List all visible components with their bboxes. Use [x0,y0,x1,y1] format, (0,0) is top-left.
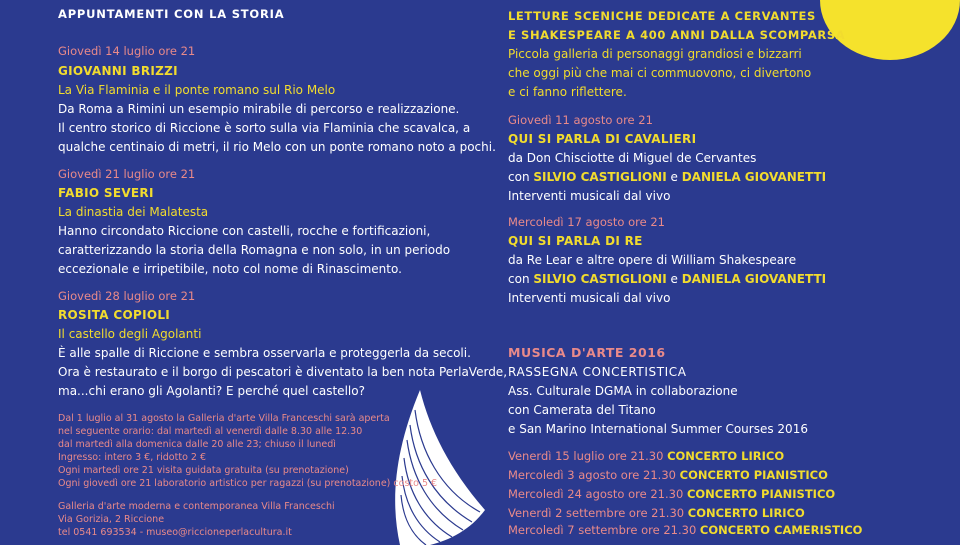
reading-title: QUI SI PARLA DI RE [508,234,643,248]
event-speaker: FABIO SEVERI [58,186,154,200]
series-title: APPUNTAMENTI CON LA STORIA [58,7,285,21]
readings-title-line: LETTURE SCENICHE DEDICATE A CERVANTES [508,9,816,23]
concert-row: Mercoledì 3 agosto ore 21.30 CONCERTO PIANISTICO [508,468,828,482]
event-date: Giovedì 21 luglio ore 21 [58,167,196,181]
info-line: Ingresso: intero 3 €, ridotto 2 € [58,452,207,463]
music-line: Ass. Culturale DGMA in collaborazione [508,384,738,398]
reading-note: Interventi musicali dal vivo [508,189,671,203]
intro-line: e ci fanno riflettere. [508,85,627,99]
reading-source: da Don Chisciotte di Miguel de Cervantes [508,151,757,165]
readings-title-line: E SHAKESPEARE A 400 ANNI DALLA SCOMPARSA [508,28,846,42]
event-text: Il centro storico di Riccione è sorto sulla via Flaminia che scavalca, a [58,121,471,135]
feather-illustration [360,380,490,545]
reading-title: QUI SI PARLA DI CAVALIERI [508,132,697,146]
music-line: e San Marino International Summer Courses 2016 [508,422,808,436]
info-line: nel seguente orario: dal martedì al venerdì dalle 8.30 alle 12.30 [58,426,363,437]
reading-performers: con SILVIO CASTIGLIONI e DANIELA GIOVANETTI [508,170,827,184]
concert-row: Venerdì 15 luglio ore 21.30 CONCERTO LIRICO [508,449,785,463]
music-subtitle: RASSEGNA CONCERTISTICA [508,365,687,379]
address-line: Galleria d'arte moderna e contemporanea Villa Franceschi [58,501,335,512]
event-date: Giovedì 28 luglio ore 21 [58,289,196,303]
event-text: Ora è restaurato e il borgo di pescatori è diventato la ben nota PerlaVerde, [58,365,508,379]
reading-note: Interventi musicali dal vivo [508,291,671,305]
address-line: tel 0541 693534 - museo@riccioneperlacultura.it [58,527,292,538]
reading-performers: con SILVIO CASTIGLIONI e DANIELA GIOVANETTI [508,272,827,286]
event-subtitle: Il castello degli Agolanti [58,327,202,341]
music-title: MUSICA D'ARTE 2016 [508,345,666,360]
intro-line: Piccola galleria di personaggi grandiosi e bizzarri [508,47,802,61]
event-text: Da Roma a Rimini un esempio mirabile di percorso e realizzazione. [58,102,460,116]
info-line: Dal 1 luglio al 31 agosto la Galleria d'arte Villa Franceschi sarà aperta [58,413,390,424]
event-subtitle: La Via Flaminia e il ponte romano sul Rio Melo [58,83,336,97]
event-text: ma...chi erano gli Agolanti? E perché quel castello? [58,384,365,398]
event-text: caratterizzando la storia della Romagna e non solo, in un periodo [58,243,451,257]
event-text: È alle spalle di Riccione e sembra osservarla e proteggerla da secoli. [58,346,471,360]
concert-row: Venerdì 2 settembre ore 21.30 CONCERTO LIRICO [508,506,805,520]
concert-row: Mercoledì 7 settembre ore 21.30 CONCERTO CAMERISTICO [508,523,863,537]
event-date: Giovedì 14 luglio ore 21 [58,44,196,58]
music-line: con Camerata del Titano [508,403,656,417]
reading-date: Giovedì 11 agosto ore 21 [508,113,653,127]
concert-row: Mercoledì 24 agosto ore 21.30 CONCERTO PIANISTICO [508,487,836,501]
event-subtitle: La dinastia dei Malatesta [58,205,209,219]
event-text: qualche centinaio di metri, il rio Melo con un ponte romano noto a pochi. [58,140,496,154]
info-line: dal martedì alla domenica dalle 20 alle 23; chiuso il lunedì [58,439,336,450]
info-line: Ogni giovedì ore 21 laboratorio artistico per ragazzi (su prenotazione) costo 5 € [58,478,438,489]
address-line: Via Gorizia, 2 Riccione [58,514,165,525]
intro-line: che oggi più che mai ci commuovono, ci divertono [508,66,812,80]
reading-date: Mercoledì 17 agosto ore 21 [508,215,665,229]
event-text: eccezionale e irripetibile, noto col nome di Rinascimento. [58,262,402,276]
event-text: Hanno circondato Riccione con castelli, rocche e fortificazioni, [58,224,431,238]
reading-source: da Re Lear e altre opere di William Shakespeare [508,253,797,267]
info-line: Ogni martedì ore 21 visita guidata gratuita (su prenotazione) [58,465,349,476]
event-speaker: GIOVANNI BRIZZI [58,64,178,78]
event-speaker: ROSITA COPIOLI [58,308,171,322]
